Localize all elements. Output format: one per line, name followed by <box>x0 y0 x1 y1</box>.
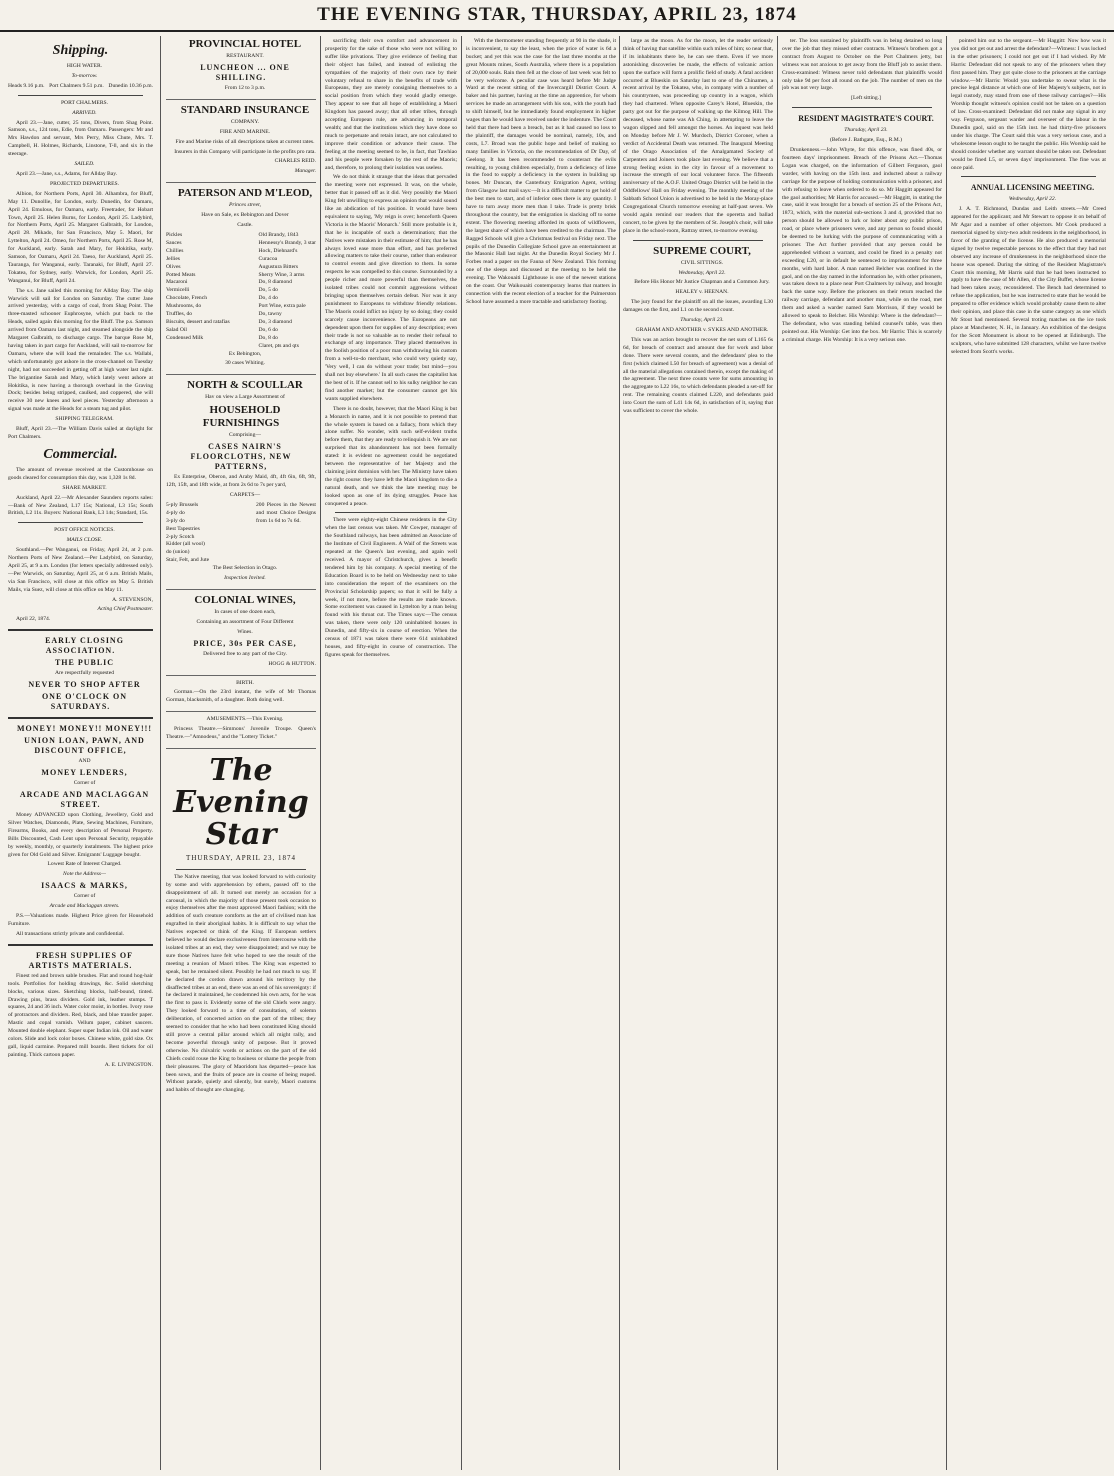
containing-line: Containing an assortment of Four Different <box>196 618 294 625</box>
goods-item: Chocolate, French <box>166 295 208 302</box>
column-advertisements <box>166 38 316 1470</box>
post-sign: A. STEVENSON, <box>112 596 153 603</box>
column-divider <box>320 36 321 1470</box>
sailed-heading: SAILED. <box>74 161 95 168</box>
arrived-heading: ARRIVED. <box>72 109 97 116</box>
court-before: Before His Honor Mr Justice Chapman and a Common Jury. <box>634 279 770 286</box>
masthead <box>0 0 1114 36</box>
high-water-heading: HIGH WATER. <box>66 63 103 69</box>
case-text: ter. The loss sustained by plaintiffs was in being detained so long over the job that they missed other contracts. Witness's brothers got a contract from August to October on the Port Chalmers jetty, but witness was not anxious to get away from the Bluff job to assist them. Cross-examined: Witness never told defendants that plaintiffs would only take 9d per foot all round on the job. The number of men on the job was not very large. <box>782 38 942 92</box>
arrived-text: April 23.—Jane, cutter, 25 tons, Divers, from Shag Point. Samson, s.s., 124 tons, Edie, from Oamaru. Passengers: Mr and Mrs Hawdon and servant, Mrs Perry, Miss Chute, Mrs. T. Campbell, H. Holmes, Richards, Linstone, T-ll, and six in the steerage. <box>8 119 153 158</box>
hotel-ad <box>166 38 316 100</box>
lowest-rate: Lowest Rate of Interest Charged. <box>47 861 122 868</box>
carpet-item: do (union) <box>166 549 190 556</box>
shipping-news: The s.s. Jane sailed this morning for Allday Bay. The ship Warwick will sail for London on Saturday. The cutter Jane arrived yesterday, with a cargo of coal, from Shag Point. The three-masted schooner Euphrosyne, which put back to the Heads, sailed again this morning for the Bluff. The p.s. Samson arrived from Oamaru last night, and steamed alongside the ship Margaret Galbraith, to discharge cargo. The barque Rose M, having taken in part cargo for Auckland, will sail to-morrow for Oamaru, where she will load the remainder. The s.s. Wallabi, which unfortunately got ashore in the cross-channel on Tuesday night, had not succeeded in getting off at high water last night. The brigantine Sarah and Mary, which lately went ashore at Hokitika, is now having a thorough overhaul in the Graving Dock; besides being stripped, caulked, and coppered, she will receive 30 new knees and keel pieces. Yesterday afternoon a signal was made at the Heads for a steam tug and pilot. <box>8 287 153 413</box>
artists-heading: FRESH SUPPLIES OF ARTISTS MATERIALS. <box>28 950 133 970</box>
carpet-item: Stair, Felt, and Jute <box>166 557 210 564</box>
departures-text: Albion, for Northern Ports, April 30. Alhambra, for Bluff, May 11. Dunollie, for London, early. Dunedin, for Oamaru, April 24. Emulous, for Oamaru, early. Freetrader, for Hobart Town, April 25. Helen Burns, for London, April 25. Ladybird, for Northern Ports, April 25. Margaret Galbraith, for London, April 28. Mikado, for San Francisco, May 5. Maori, for Lyttelton, April 24. Omeo, for Northern Ports, April 25. Rose M, for Auckland, early. Sarah and Mary, for Hokitika, early. Samson, for Oamaru, April 24. Taeso, for Auckland, April 25. Tauranga, for Wanganui, early. Taranaki, for Bluff, April 27. Tokatea, for Sydney, early. Warwick, for London, April 25. Wanganui, for Bluff, April 24. <box>8 190 153 284</box>
supreme-court-heading: SUPREME COURT, <box>653 244 751 257</box>
goods-item: Truffles, do <box>166 311 193 318</box>
bond-line: In cases of one dozen each, <box>214 608 276 615</box>
wines-ad <box>166 594 316 676</box>
editorial-para: There is no doubt, however, that the Maori King is but a Monarch in name, and it is not possible to pretend that the whole system is based on a fallacy, from which they alone suffer. No wonder, with such self-evident truths before them, that they are ready to relinquish it. We are not surprised that its abandonment has not been formally stated: it is evident no agreement could be negotiated between the representative of her Majesty and the claiming joint dominion with her. The Ministry have taken the right course: they have left the Maori kingdom to die a natural death, and we think the late meeting may be looked upon as one of its dying struggles. Peace has conquered a peace. <box>325 405 457 507</box>
commercial-text: The amount of revenue received at the Customhouse on goods cleared for consumption this day, was 1,328 1s 8d. <box>8 466 153 481</box>
case-text: Drunkenness.—John Whyte, for this offence, was fined 40s, or fourteen days' imprisonment. Breach of the Prisons Act.—Thomas Logan was charged, on the information of Gilbert Ferguson, gaol warder, with having on the 15th inst. and inducted about a railway carriage for the purpose of holding communication with a prisoner, and with refusing to leave when ordered to do so. Mr Haggitt appeared for the gaol authorities; Mr Harris for accused.—Mr Haggitt, in stating the case, said it was brought for a breach of section 25 of the Prisons Act, 1873, which, with the material sub-sections 3 and 4, provided that no person should be allowed to lurk or loiter about any public prison, road, or place where prisoners were, and any person so found should be deemed to be lurking with the purpose of communicating with a prisoner. The Act further provided that any person could be apprehended without a warrant, and could be fined in a penalty not exceeding L20, or in default be sentenced to imprisonment for three months, with hard labor. A man named Belcher was confined in the gaol, and on the day named in the information he, with other prisoners, was taken down to a place near Port Chalmers by railway, and brought back the same way. Before the prisoners on their return reached the railway carriage, defendant and another man, while on the road, met them and asked a warder named Sam Morrison, if they would be allowed to speak to Belcher. His Worship: Where is the defendant?—The defendant, who was standing behind counsel's table, was then pointed out. His Worship: Get into the box. Mr Harris: This is scarcely a criminal charge. His Worship: It is a very serious one. <box>782 147 942 343</box>
divider <box>633 240 763 241</box>
court-before: (Before J. Bathgate, Esq., R.M.) <box>829 137 903 144</box>
arcade-line: ARCADE AND MACLAGGAN STREET. <box>19 790 150 809</box>
tide-dunedin: Dunedin 10.36 p.m. <box>108 82 153 89</box>
court-date: Wednesday, April 22. <box>678 269 726 276</box>
carpet-item: 5-ply Brussels <box>166 501 199 508</box>
goods-item: Salad Oil <box>166 326 187 333</box>
goods-item: Hock, Diehnard's <box>258 247 298 254</box>
divider <box>792 107 932 108</box>
divider <box>961 176 1096 177</box>
isaacs-corner: Corner of <box>73 893 96 900</box>
goods-item: Sherry Wine, 3 arms <box>258 271 305 278</box>
carpet-item: Best Tapestries <box>166 525 200 532</box>
departures-heading: PROJECTED DEPARTURES. <box>49 180 120 187</box>
princes-line: Princes street, <box>228 202 262 209</box>
licensing-text: J. A. T. Richmond, Dundas and Leith streets.—Mr Creed appeared for the applicant; and Mr Stewart to oppose it on behalf of Mr Agar and a number of other objectors. Mr Cook produced a memorial signed by sixty-two adult residents in the neighborhood, in favor of the granting of the license. He also produced a memorial signed by twelve respectable persons to the effect that they had not observed any increase of drunkenness in the neighborhood since the house was opened. During the sitting of the Resident Magistrate's Court this morning, Mr Harris said that he had been instructed to apply to have the case of Mr Allen, of the City Buffet, whose license had been taken away, reconsidered. The Bench had determined to refuse the application, but he was instructed to state that he would be prepared to offer evidence which would probably cause them to alter their opinion, and place this case in the same category as one which Mr Stout had mentioned. Several troting matches on the ice took place at Manchester, N. H., in January. An exhibition of the designs for the Scott Monument is about to be opened at Edinburgh. The sculptors, who have submitted 128 characters, whilst we have twelve selected from Scott's works. <box>951 206 1106 355</box>
and-line: AND <box>78 758 91 765</box>
divider <box>8 717 153 719</box>
share-text: Auckland, April 22.—Mr Alexander Saunders reports sales:—Bank of New Zealand, L17 15s; National, L3 15s; South British, L2 11s. Buyers: National Bank, L3 14s; Standard, 15s. <box>8 494 153 517</box>
sailed-text: April 23.—Jane, s.s., Adams, for Allday Bay. <box>16 170 118 177</box>
luncheon-line: LUNCHEON ... ONE SHILLING. <box>200 62 290 82</box>
telegram-text: Bluff, April 23.—The William Davis sailed at daylight for Port Chalmers. <box>8 426 153 440</box>
union-heading: UNION LOAN, PAWN, AND DISCOUNT OFFICE, <box>24 736 145 756</box>
standard-heading: STANDARD INSURANCE <box>180 103 310 116</box>
telegram-heading: SHIPPING TELEGRAM. <box>55 416 114 423</box>
goods-item: Sauces <box>166 239 182 246</box>
goods-item: Do, 5 do <box>258 287 278 294</box>
manager-line: Manager. <box>294 168 316 175</box>
paterson-heading: PATERSON AND M'LEOD, <box>177 187 313 200</box>
goods-item: Do, tawny <box>258 311 282 318</box>
case-title: HEALEY v. HEENAN. <box>675 289 729 296</box>
news-paragraphs: With the thermometer standing frequently at 90 in the shade, it is inconvenient, to say the least, when the price of water is 6d a bucket; and yet this was the case for the last three months at the great Mounts mines, South Australia, where there is a population of 20,000 souls. Rain then fell at the close of last week was felt to be very welcome. A peculiar case was heard before Mr Judge Ward at the recent sitting of the Invercargill District Court. A baker and his partner, having at the time an apprentice, for whom services he made an arrangement with his son, with the youth had to shift himself, but he immediately found employment in higher wages than he would have received under the indenture. The Court held that there had been a breach, but as it had caused no loss to the plaintiff, the damages would be nominal, namely, 10s, and costs, L7. Broad was the public hope and belief of making so many families in Victoria, on the recommendation of Dr Day, of Geelong. It has been recommended to counteract the evils resulting, to young children especially, from a deficiency of lime in the food to supply a deficiency in the system in building up bones. Mr Duncan, the Canterbury Emigration Agent, writing from Glasgow last mail says:—It is a difficult matter to get hold of the best men to start, and of inferior ones there is any quantity. I have to turn away more men than I take. Trade is pretty brisk throughout the country, but the emigration is slacking off to some extent. The flowering meeting afforded its quota of wildflowers, the largest share of which have been credited to the chairman. The Ragged Schools will give a Christmas festival on Friday next. The pupils of the Dunedin Collegiate School gave an entertainment at the Masonic Hall last night. At the Dunedin Royal Society Mr J. Forbes read a paper on the Fauna of New Zealand. This forming one of the sleeps and discussed at the meeting to be held the evening. The Wakouaiti Lighthouse is one of the newest stations on the coast. Our Waikouaiti contemporary learns that matters in connection with the recent election of a teacher for the Palmerston School have assumed a more tractable and satisfactory footing. <box>466 38 616 305</box>
note-address: Note the Address— <box>63 871 106 878</box>
leader-text: The Native meeting, that was looked forward to with curiosity by some and with apprehension by others, passed off to the disappointment of all. It turned out merely an occasion for a carousal, in which the majority of those present took occasion to enjoy themselves after the most approved Maori fashion; with the addition of such creature comforts as the art of civilised man has engrafted in their aboriginal habits. It is difficult to say what the Natives expected or think of the King. If European settlers believed he would declare exclusiveness from intercourse with the isolated tribes at an end, they were disappointed; and we may be sure those Natives have felt who hoped to see the result of the meeting a reunion of Maori tribes. The King was expected to speak, but he remained silent. Possibly he had not much to say. If he declared the cordon drawn around his territory by the disaffected tribes at an end, there was an end of his sovereignty: if he declared it maintained, he condemned his own acts, for he was the first to pass it. Evidently some of the old Chiefs were angry. They looked forward to a time of consultation, of solemn deliberation, of concerted action on the part of the tribes; they seemed to consider that he who had been constituted King should still prove a central pillar around which all might rally, and become powerful through unity of purpose. But it proved otherwise. No chivalric words or actions on the part of the old Chiefs could rouse the King to business or shame the people from their pleasures. The glory of Maoridom has departed—peace has been sown, and the fruits of peace are in course of being reaped. Without parade, quietly and silently, but surely, Maori customs and habits of thought are changing. <box>166 873 316 1094</box>
paterson-ad <box>166 187 316 375</box>
column-editorial <box>325 38 457 1470</box>
case-text: pointed him out to the sergeant.—Mr Haggitt: Now how was it you did not get out and arrest the defendant?—Witness: I was locked in the other prisoners; I could not get out if I had wished. By Mr Harris: Defendant did not speak to any of the prisoners when they first passed him. They got quite close to the prisoners at the carriage window.—Mr Harris: Would you undertake to swear what is the precise legal distance at which one of Her Majesty's subjects, not in legal custody, may stand from one of these railway carriages?—His Worship thought witness's opinion could not be taken on a question of law. Cross-examined: Defendant did not make any signal in any way. Ferguson, sergeant warder and overseer of the labour in the Dunedin gaol, said on the 15th inst. he had thirty-five prisoners under his charge. The Court said this was a very serious case, and a wholesome lesson ought to be taught the public. His Worship said he should consider whether any warrant should be taken out. Defendant would be fined L5, or seven days' imprisonment. The fine was at once paid. <box>951 38 1106 171</box>
carpet-types <box>166 502 209 565</box>
money-heading: MONEY! MONEY!! MONEY!!! <box>17 724 152 734</box>
goods-item: Chillies <box>166 247 184 254</box>
mails-heading: MAILS CLOSE. <box>66 537 103 544</box>
court-date: Thursday, April 23. <box>844 127 888 134</box>
isaacs-arcade: Arcade and Maclaggan streets. <box>49 903 120 910</box>
post-date: April 22, 1874. <box>16 616 51 623</box>
carpet-item: 2-ply Scotch <box>166 533 195 540</box>
colonial-heading: COLONIAL WINES, <box>194 593 296 606</box>
ps-text: P.S.—Valuations made. Highest Price given for Household Furniture. <box>8 913 153 927</box>
oneoclock-line: ONE O'CLOCK ON SATURDAYS. <box>41 692 128 712</box>
birth-notice <box>166 680 316 713</box>
money-text: Money ADVANCED upon Clothing, Jewellery, Gold and Silver Watches, Diamonds, Plate, Sewing Machines, Furniture, Firearms, Books, and every description of Personal Property. Bills Discounted, Cash Lent upon Personal Security, repayable by weekly, monthly, or quarterly instalments. The highest price given for Old Gold and Silver. Emigrants' Luggage bought. <box>8 812 153 858</box>
goods-item: Hennessy's Brandy, 3 star <box>258 239 316 246</box>
post-sign-title: Acting Chief Postmaster. <box>97 606 153 613</box>
goods-item: Do, 4 do <box>258 295 278 302</box>
lenders-line: MONEY LENDERS, <box>41 768 128 778</box>
company-line: COMPANY. <box>230 118 260 125</box>
best-selection: The Best Selection in Otago. <box>212 565 278 572</box>
commercial-heading: Commercial. <box>43 446 118 462</box>
column-divider <box>619 36 620 1470</box>
goods-item: Augustura Bitters <box>258 263 299 270</box>
goods-item: Do, 3 diamond <box>258 318 292 325</box>
column-court <box>623 38 773 1470</box>
comprising-line: Comprising— <box>228 432 261 439</box>
column-licensing <box>951 38 1106 1470</box>
column-magistrate <box>782 38 942 1470</box>
castle-line: Castle. <box>237 222 253 229</box>
editorial-para: We do not think it strange that the ideas that pervaded the meeting were not expressed. It was, on the whole, better that it passed off as it did. Very possibly the Maori King felt unwilling to express an opinion that would sound like an abdication of his position. It would have been equivalent to saying, 'My reign is over; henceforth Queen Victoria is the Maoris' Monarch.' Still more probable is it, that he is incapable of such a determination; that the Natives were mistaken in their estimate of him; that he has always loved ease more than effort, and has preferred allowing matters to take their course, rather than endeavor to control events and give direction to them. In some respects he was compelled to this course. Surrounded by a people richer and more powerful than themselves, the isolated tribes could not commit aggressions without bringing upon themselves certain defeat. Nor was it any punishment to Europeans to withdraw friendly relations. The Maoris could inflict no injury by so doing; they could scarcely cause inconvenience. The Europeans are not dependent upon them for supplies of any description; even their trade is not so valuable as to render their refusal to exchange of any importance. They placed themselves in the foolish position of a poor man withdrawing his custom from a well-to-do merchant, who could very quietly say, 'Very well, I can do without your trade; but mind—you shall not buy elsewhere.' In all such cases the capitalist has the best of it. If he cannot sell to his sulky neighbor he can find another market; but the consumer cannot get his wants supplied elsewhere. <box>325 174 457 402</box>
goods-item: Mushrooms, do <box>166 303 202 310</box>
cases-line: 30 cases Whiting. <box>225 360 265 367</box>
goods-item: Condensed Milk <box>166 334 204 341</box>
court-date: Thursday, April 23. <box>680 317 724 324</box>
confidential-text: All transactions strictly private and confidential. <box>16 930 125 937</box>
delivered-line: Delivered free to any part of the City. <box>203 650 287 657</box>
carpets-line: CARPETS— <box>229 492 261 498</box>
goods-right <box>258 232 316 351</box>
tomorrow-label: To-morrow. <box>71 72 98 79</box>
goods-item: Claret, pts and qts <box>258 342 299 349</box>
requested-line: Are respectfully requested <box>54 670 115 677</box>
artists-text: Finest red and brown sable brushes. Flat and round hog-hair tools. Portfolios for holding drawings, &c. Solid sketching blocks, various sizes. Sketching blocks, half-bound, tinted. Drawing pins, brass dividers. Gold ink, leather stumps. T squares, 24 and 36 inch. Water color moist, in bottles. Ivory rose of protractors and dividers. Red, black, and blue transfer paper. Mastic and copal varnish. Vellum paper, cabinet saucers. Mounted double elephant. Super super Indian ink. Oil and water colors. Slide and lock color boxes. Chinese white, gold size. Ox gall, liquid carmine. Prepared mill boards. Best tickets for oil painting. Thick cartoon paper. <box>8 972 153 1058</box>
artists-sign: A. E. LIVINGSTON. <box>104 1061 153 1068</box>
exbeb-line: Ex Bebington, <box>228 350 262 357</box>
masthead-title: THE EVENING STAR, THURSDAY, APRIL 23, 1874 <box>317 4 797 25</box>
goods-item: Vermicelli <box>166 287 190 294</box>
divider <box>18 95 143 96</box>
nairn-line: CASES NAIRN'S FLOORCLOTHS, NEW PATTERNS, <box>190 442 292 472</box>
goods-item: Curacoa <box>258 255 278 262</box>
case-text: The jury found for the plaintiff on all the issues, awarding L30 damages on the first, and L1 on the second count. <box>623 299 773 314</box>
haveonsale-line: Have on Sale, ex Bebington and Dover <box>201 212 289 219</box>
goods-item: Pickles <box>166 231 183 238</box>
north-ad <box>166 379 316 590</box>
divider <box>18 522 143 523</box>
reid-sign: CHARLES REID. <box>274 158 316 165</box>
goods-item: Port Wine, extra pale <box>258 303 306 310</box>
carpet-item: Kidder (all wool) <box>166 541 205 548</box>
goods-item: Do, 8 do <box>258 334 278 341</box>
wines-line: Wines. <box>237 628 253 635</box>
column-shipping <box>8 38 153 1470</box>
civil-sittings: CIVIL SITTINGS. <box>680 259 724 266</box>
divider <box>335 512 447 513</box>
fire-line: FIRE AND MARINE. <box>219 128 271 135</box>
goods-item: Do, 8 diamond <box>258 279 292 286</box>
divider <box>176 869 306 870</box>
hours-line: From 12 to 3 p.m. <box>224 84 266 91</box>
public-line: THE PUBLIC <box>54 658 115 668</box>
news-paragraphs: There were eighty-eight Chinese residents in the City when the last census was taken. Mr Cowper, manager of the Southland railways, has been admitted an Associate of the Institute of Civil Engineers. A Waif of the Streets was repeated at the Queen's last evening, and again well received. A mayor of Christchurch, gives a benefit tendered him by his company. A special meeting of the Education Board is to be held on Wednesday next to take into consideration the report of the examiners on the Provincial Scholarship papers; so that it will be fully a week, if not more, before the results are made known. Some excitement was caused in Lyttelton by a man being found with his throat cut. The Times says:—The census was taken, there were only 120 uninhabited houses in Dunedin, and fifty-six in course of erection. When the census of 1871 was taken there were 614 uninhabited houses, and fifty-eight in course of construction. The figures speak for themselves. <box>325 517 457 658</box>
news-paragraphs: large as the moon. As for the moon, let the reader seriously think of having that satellite within such miles of him; so near that, if its inhabitants there be, he can see them. Even if we more astonishing discoveries be made, the effects of volcanic action upon the surface will form a prolific field of study. A fatal accident occurred at Blueskin on Saturday last to one of the Chinamen, a recent arrival by the Tokatea, who, in company with a number of his countrymen, was proceeding up country in a wagon, which they had chartered. When opposite Carey's Hotel, Blueskin, the party got out for the purpose of walking up the Kilmog Hill. The deceased, whose name was Ah Ching, in attempting to leave the wagon slipped and fell amongst the horses. An inquest was held on Monday before Mr J. W. Murdoch, District Coroner, when a verdict of Accidental Death was returned. The Inaugural Meeting of the Otago Association of the Amalgamated Society of Carpenters and Joiners took place last evening. We believe that a strong feeling exists in the city in favour of a movement to increase the strength of our local volunteer force. The fifteenth anniversary of the A.O.F. United Otago District will be held in the Oddfellows' Hall on Friday evening. The monthly meeting of the Sabbath School Union is advertised to be held in the Moray-place Congregational Church tomorrow evening at half-past seven. We would again remind our readers that the operetta and ballad concert, to be given by the members of St. Joseph's choir, will take place in the school-room, Rattray street, to-morrow evening. <box>623 38 773 234</box>
birth-heading: BIRTH. <box>236 679 254 686</box>
tide-table <box>8 83 153 91</box>
goods-left <box>166 232 230 351</box>
goods-item: Macaroni <box>166 279 188 286</box>
goods-item: Biscuits, dessert and ratafias <box>166 318 230 325</box>
case-title: GRAHAM AND ANOTHER v. SYKES AND ANOTHER. <box>635 327 769 333</box>
divider <box>8 629 153 631</box>
closing-heading: EARLY CLOSING ASSOCIATION. <box>45 636 124 656</box>
carpet-item: 3-ply do <box>166 517 185 524</box>
never-line: NEVER TO SHOP AFTER <box>28 680 141 690</box>
case-text: This was an action brought to recover the net sum of L165 6s 6d, for breach of contract and amount due for work and labor done. There were several counts, and the defendants' plea to the first (which claimed L50 for breach of agreement) was a denial of all the material allegations contained therein, except the making of the agreement. The next three counts were for sums amounting in the aggregate to L22 16s, to which defendants pleaded a set-off for rent. The remaining counts claimed L220, and defendants paid into Court the sum of L41 14s 6d, in satisfaction of it, saying that was sufficient to cover the whole. <box>623 336 773 415</box>
post-heading: POST OFFICE NOTICES. <box>54 527 115 534</box>
column-divider <box>777 36 778 1470</box>
household-heading: HOUSEHOLD FURNISHINGS <box>202 404 281 430</box>
port-heading: PORT CHALMERS. <box>60 99 109 106</box>
masthead-rule <box>0 30 1114 32</box>
column-divider <box>946 36 947 1470</box>
goods-item: Do, 6 do <box>258 326 278 333</box>
inspection-line: Inspection Invited. <box>224 575 266 582</box>
carpet-item: 4-ply do <box>166 509 185 516</box>
column-news <box>466 38 616 1470</box>
carpet-list <box>166 502 316 565</box>
goods-item: Jellies <box>166 255 180 262</box>
amusements-notice <box>166 716 316 749</box>
birth-text: Gorman.—On the 23rd instant, the wife of Mr Thomas Gorman, blacksmith, of a daughter. Both doing well. <box>166 689 316 704</box>
tide-port: Port Chalmers 9.51 p.m. <box>49 82 104 89</box>
tide-heads: Heads 9.16 p.m. <box>8 82 45 89</box>
resident-court-heading: RESIDENT MAGISTRATE'S COURT. <box>798 114 934 124</box>
left-sitting: [Left sitting.] <box>851 95 881 102</box>
divider <box>8 944 153 946</box>
nairn-text: Ex Enterprise, Oberon, and Araby Maid, 4ft, 4ft 6in, 6ft, 9ft, 12ft, 15ft, and 18ft wide, at from 2s 6d to 7s per yard, <box>166 474 316 489</box>
leader-dateline: THURSDAY, APRIL 23, 1874 <box>186 853 296 862</box>
court-date: Wednesday, April 22. <box>1008 196 1057 203</box>
paper-banner: The Evening Star <box>173 752 309 852</box>
insurers-text: Insurers in this Company will participate in the profits pro rata. <box>174 148 316 155</box>
carpet-right: 200 Pieces in the Newest and most Choice Designs from 1s 6d to 7s 6d. <box>256 501 316 524</box>
price-line: PRICE, 30s PER CASE, <box>193 638 297 648</box>
isaacs-marks: ISAACS & MARKS, <box>41 881 128 891</box>
restaurant-line: RESTAURANT. <box>226 53 264 59</box>
insurance-ad <box>166 104 316 183</box>
column-divider <box>461 36 462 1470</box>
north-heading: NORTH & SCOULLAR <box>187 379 303 392</box>
goods-item: Old Brandy, 1843 <box>258 231 299 238</box>
goods-item: Olives <box>166 263 181 270</box>
hotel-heading: PROVINCIAL HOTEL <box>188 38 302 50</box>
shipping-heading: Shipping. <box>52 43 109 58</box>
goods-item: Potted Meats <box>166 271 196 278</box>
fire-text: Fire and Marine risks of all descriptions taken at current rates. <box>175 138 315 145</box>
share-heading: SHARE MARKET. <box>62 484 107 491</box>
goods-list <box>166 232 316 351</box>
haveonview-line: Hav on view a Large Assortment of <box>205 394 285 401</box>
corner-line: Corner of <box>73 780 96 787</box>
hogg-sign: HOGG & HUTTON. <box>268 660 316 667</box>
amusements-text: Princess Theatre.—Simmons' Juvenile Troupe. Queen's Theatre.—"Amnodeus," and the "Lottery Ticket." <box>166 726 316 741</box>
editorial-para: sacrificing their own comfort and advancement in prosperity for the sake of those who were not willing to suffer like privations. They give evidence of feeling that their object has failed, and instead of enlisting the sympathies of the majority of their own race by their voluntary refusal to share in the benefits of trade with Europeans, they are merely consigning themselves to a social position from which they would gladly emerge. They appear to see that all hope of establishing a Maori Kingdom has passed away; that all other tribes, through accepting European rule, are advancing in temporal wealth; and that the institutions which they have done so much to perpetuate and retain intact, are not calculated to improve their condition or advance their cause. The feeling at the meeting seemed to be, in fact, that Tawhiao and his people were forsaken by the rest of the Maoris; and, therefore, to prolong their isolation was useless. <box>325 38 457 171</box>
amusements-heading: AMUSEMENTS.—This Evening. <box>206 716 284 723</box>
column-divider <box>160 36 161 1470</box>
post-text: Southland.—Per Wanganui, on Friday, April 24, at 2 p.m. Northern Ports of New Zealand.—Per Ladybird, on Saturday, April 25, at 9 a.m. London (for letters specially addressed only).—Per Warwick, on Saturday, April 25, at 6 a.m. British Mails, via San Francisco, will close at this office on May 5. British Mails, via Suez, will close at this office on May 11. <box>8 547 153 593</box>
licensing-heading: ANNUAL LICENSING MEETING. <box>970 183 1095 193</box>
